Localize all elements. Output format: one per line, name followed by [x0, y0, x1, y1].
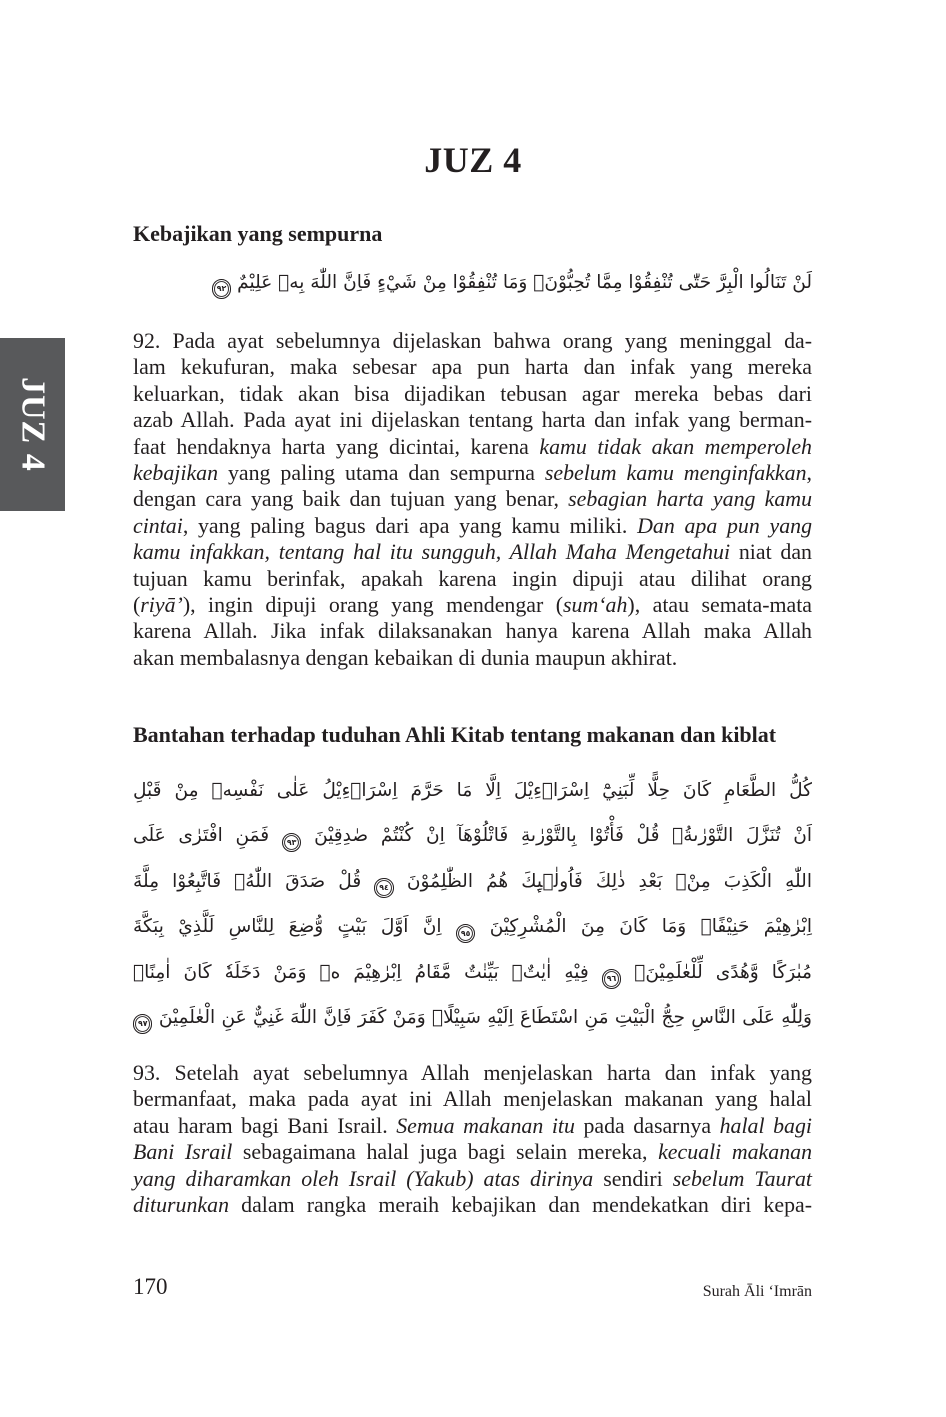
text-run: dalam rangka meraih kebajikan dan mendekatkan diri kepa-: [229, 1191, 812, 1217]
ayah-end-marker: [133, 1014, 152, 1033]
italic-text: riyā’: [140, 591, 183, 617]
ayah-number: ٩٣: [286, 837, 297, 847]
arabic-verse-line: [133, 904, 812, 949]
text-run: bermanfaat, maka pada ayat ini Allah menjelaskan makanan yang halal: [133, 1086, 812, 1112]
ayah-number: ٩٦: [606, 973, 617, 983]
commentary-paragraph-92: [133, 328, 812, 671]
paragraph-line: [133, 328, 812, 354]
ayah-number: ٩٢: [216, 284, 227, 294]
ayah-end-marker: [456, 924, 475, 943]
paragraph-line: [133, 513, 812, 539]
text-run: ), ingin dipuji orang yang mendengar (: [182, 591, 563, 617]
text-run: dengan cara yang baik dan tujuan yang benar,: [133, 486, 569, 512]
italic-text: sebagian harta yang kamu: [568, 486, 813, 512]
paragraph-line: [133, 1166, 812, 1192]
text-run: 93. Setelah ayat sebelumnya Allah menjelaskan harta dan infak yang: [133, 1060, 812, 1085]
page-number: 170: [133, 1274, 168, 1299]
paragraph-line: [133, 1192, 812, 1218]
ayah-end-marker: [602, 969, 621, 988]
paragraph-line: [133, 1139, 812, 1165]
arabic-verse-line: [133, 768, 812, 813]
italic-text: Bani Israil: [133, 1139, 233, 1165]
paragraph-line: [133, 592, 812, 618]
section-heading-bantahan: Bantahan terhadap tuduhan Ahli Kitab tentang makanan dan kiblat: [133, 722, 777, 747]
paragraph-line: [133, 1113, 812, 1139]
juz-side-tab-label: JUZ 4: [14, 377, 52, 472]
text-run: yang paling utama dan sempurna: [218, 459, 545, 485]
arabic-text: اِبْرٰهِيْمَ حَنِيْفًاۗ وَمَا كَانَ مِنَ الْمُشْرِكِيْنَ: [489, 916, 812, 938]
arabic-verse-line: [133, 995, 812, 1040]
paragraph-line: [133, 566, 812, 592]
italic-text: sebelum Taurat: [672, 1165, 812, 1191]
arabic-verse-line: [133, 859, 812, 904]
text-run: keluarkan, tidak akan bisa dijadikan tebusan agar mereka bebas dari: [133, 380, 812, 406]
ayah-end-marker: [374, 878, 393, 897]
paragraph-line: [133, 645, 812, 671]
italic-text: Semua makanan itu: [396, 1112, 575, 1138]
italic-text: diturunkan: [133, 1191, 230, 1217]
text-run: ), atau semata-mata: [627, 591, 813, 617]
arabic-verses-93-97: [133, 768, 812, 1040]
juz-side-tab: [0, 338, 65, 511]
paragraph-line: [133, 434, 812, 460]
text-run: sendiri: [593, 1165, 673, 1191]
text-run: faat hendaknya harta yang dicintai, karena: [133, 433, 540, 459]
text-run: , yang paling bagus dari apa yang kamu miliki.: [182, 512, 638, 538]
paragraph-line: [133, 1086, 812, 1112]
arabic-text: كُلُّ الطَّعَامِ كَانَ حِلًّا لِّبَنِيْٓ اِسْرَاۤءِيْلَ اِلَّا مَا حَرَّمَ اِسْرَاۤءِيْلُ عَلٰى نَفْسِهٖ مِنْ قَبْلِ: [133, 780, 812, 801]
arabic-verse-line: [133, 260, 812, 305]
text-run: atau haram bagi Bani Israil.: [133, 1112, 397, 1138]
italic-text: yang diharamkan oleh Israil (Yakub) atas dirinya: [133, 1165, 594, 1191]
italic-text: sebelum kamu menginfakkan: [544, 459, 807, 485]
paragraph-line: [133, 407, 812, 433]
paragraph-line: [133, 618, 812, 644]
italic-text: kecuali makanan: [658, 1139, 813, 1165]
arabic-text: فَمَنِ افْتَرٰى عَلَى: [133, 825, 270, 847]
section-heading-kebajikan: Kebajikan yang sempurna: [133, 221, 383, 246]
arabic-text: وَلِلّٰهِ عَلَى النَّاسِ حِجُّ الْبَيْتِ مَنِ اسْتَطَاعَ اِلَيْهِ سَبِيْلًاۗ وَمَنْ كَفَرَ فَاِنَّ اللّٰهَ غَنِيٌّ عَنِ الْعٰلَمِيْنَ: [158, 1006, 812, 1028]
arabic-verse-line: [133, 813, 812, 858]
text-run: 92. Pada ayat sebelumnya dijelaskan bahwa orang yang meninggal da-: [133, 328, 812, 353]
arabic-text: قُلْ صَدَقَ اللّٰهُۗ فَاتَّبِعُوْا مِلَّةَ: [133, 870, 362, 892]
commentary-paragraph-93: [133, 1060, 812, 1218]
text-run: akan membalasnya dengan kebaikan di dunia maupun akhirat.: [133, 644, 678, 670]
italic-text: kamu infakkan, tentang hal itu sungguh, Allah Maha Mengetahui: [133, 539, 731, 565]
italic-text: Dan apa pun yang: [637, 512, 813, 538]
italic-text: sum‘ah: [563, 591, 628, 617]
ayah-end-marker: [212, 279, 231, 298]
ayah-number: ٩٧: [137, 1019, 148, 1029]
text-run: ,: [806, 459, 812, 485]
text-run: niat dan: [730, 539, 812, 565]
arabic-text: فِيْهِ اٰيٰتٌۢ بَيِّنٰتٌ مَّقَامُ اِبْرٰهِيْمَ ەۚ وَمَنْ دَخَلَهٗ كَانَ اٰمِنًاۗ: [133, 961, 589, 983]
text-run: tujuan kamu berinfak, apakah karena ingin dipuji atau dilihat orang: [133, 565, 812, 591]
paragraph-line: [133, 1060, 812, 1086]
paragraph-line: [133, 460, 812, 486]
italic-text: kamu tidak akan memperoleh: [539, 433, 812, 459]
paragraph-line: [133, 354, 812, 380]
italic-text: cintai: [133, 512, 183, 538]
italic-text: halal bagi: [719, 1112, 812, 1138]
arabic-verse-92: [133, 260, 812, 305]
text-run: (: [133, 591, 141, 617]
arabic-text: اللّٰهِ الْكَذِبَ مِنْۢ بَعْدِ ذٰلِكَ فَاُولٰۤىِٕكَ هُمُ الظّٰلِمُوْنَ: [406, 870, 812, 892]
arabic-text: اَنْ تُنَزَّلَ التَّوْرٰىةُۗ قُلْ فَأْتُوْا بِالتَّوْرٰىةِ فَاتْلُوْهَآ اِنْ كُنْتُمْ صٰدِقِيْنَ: [314, 825, 812, 847]
arabic-verse-line: [133, 950, 812, 995]
running-footer-surah-name: Surah Āli ‘Imrān: [702, 1283, 812, 1300]
text-run: pada dasarnya: [574, 1112, 720, 1138]
ayah-end-marker: [282, 833, 301, 852]
ayah-number: ٩٥: [460, 928, 471, 938]
ayah-number: ٩٤: [379, 883, 389, 893]
italic-text: kebajikan: [133, 459, 219, 485]
arabic-text: لَنْ تَنَالُوا الْبِرَّ حَتّٰى تُنْفِقُوْا مِمَّا تُحِبُّوْنَۗ وَمَا تُنْفِقُوْا مِنْ شَيْءٍ فَاِنَّ اللّٰهَ بِهٖ عَلِيْمٌ: [237, 272, 812, 293]
page-title: JUZ 4: [424, 140, 522, 180]
text-run: lam kekufuran, maka sebesar apa pun harta dan infak yang mereka: [133, 354, 812, 380]
arabic-text: اِنَّ اَوَّلَ بَيْتٍ وُّضِعَ لِلنَّاسِ لَلَّذِيْ بِبَكَّةَ: [133, 916, 442, 938]
paragraph-line: [133, 381, 812, 407]
text-run: karena Allah. Jika infak dilaksanakan hanya karena Allah maka Allah: [133, 618, 812, 644]
text-run: azab Allah. Pada ayat ini dijelaskan tentang harta dan infak yang berman-: [133, 407, 812, 433]
text-run: sebagaimana halal juga bagi selain mereka,: [232, 1139, 659, 1165]
paragraph-line: [133, 486, 812, 512]
paragraph-line: [133, 539, 812, 565]
arabic-text: مُبٰرَكًا وَّهُدًى لِّلْعٰلَمِيْنَۚ: [634, 961, 812, 983]
